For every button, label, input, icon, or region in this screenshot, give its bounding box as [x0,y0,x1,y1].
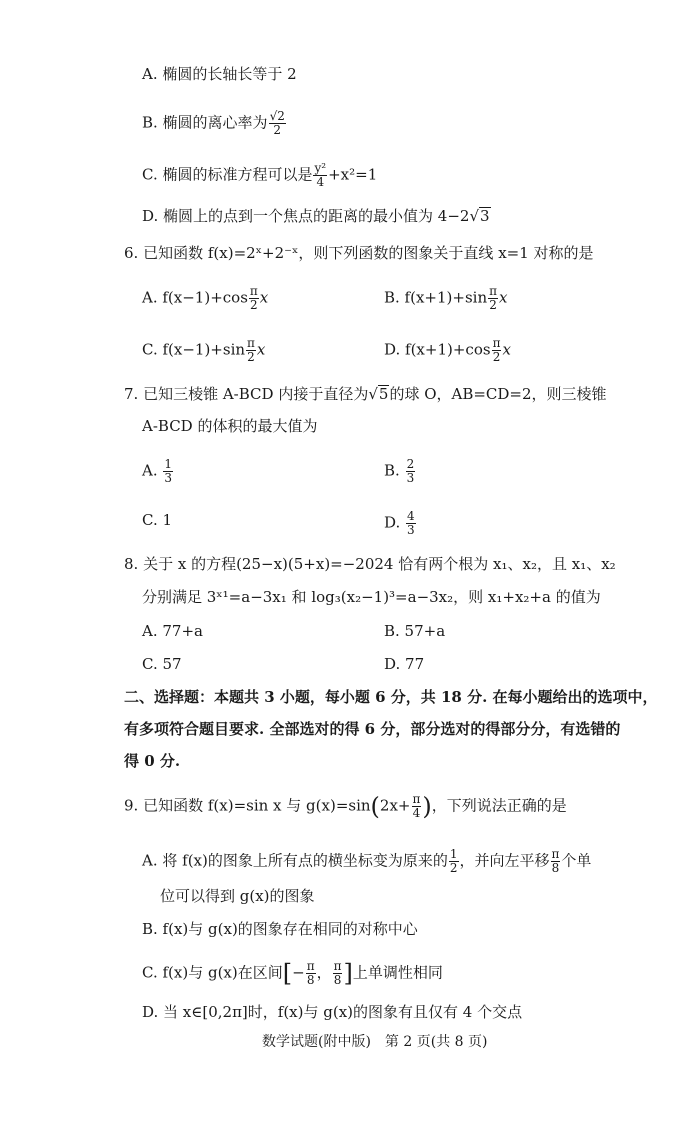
section-heading-line1: 二、选择题：本题共 3 小题，每小题 6 分，共 18 分. 在每小题给出的选项中， [124,688,658,706]
fraction: $\frac{\pi}{2}$ [489,284,498,312]
q9-option-a-line2: 位可以得到 g(x)的图象 [160,887,315,905]
q9-stem: 9. 已知函数 f(x)=sin x 与 g(x)=sin(2x+ $\frac{\pi}{4}$ )，下列说法正确的是 [124,792,567,821]
q8-option-d: D. 77 [384,655,425,673]
q6-option-c: C. f(x−1)+sin $\frac{\pi}{2}$ x [142,336,266,364]
fraction: $\frac{\pi}{2}$ [492,336,501,364]
q8-stem-line2: 分别满足 3ˣ¹=a−3x₁ 和 log₃(x₂−1)³=a−3x₂，则 x₁+x₂+a 的值为 [142,588,601,606]
q5-option-c: C. 椭圆的标准方程可以是 $\frac{\text{y²}}{4}$ +x²=1 [142,161,378,189]
q7-option-a: A. $\frac{1}{3}$ [142,457,173,485]
q9-option-d: D. 当 x∈[0,2π]时，f(x)与 g(x)的图象有且仅有 4 个交点 [142,1003,523,1021]
q9-option-c: C. f(x)与 g(x)在区间[− $\frac{\pi}{8}$ ， $\frac{\pi}{8}$ ]上单调性相同 [142,959,443,988]
q8-stem: 8. 关于 x 的方程(25−x)(5+x)=−2024 恰有两个根为 x₁、x₂，且 x₁、x₂ [124,555,616,573]
q5-option-d: D. 椭圆上的点到一个焦点的距离的最小值为 4−2√3 [142,207,490,225]
q7-option-c: C. 1 [142,511,173,529]
q5-option-b: B. 椭圆的离心率为 $\frac{√2}{2}$ [142,109,285,137]
fraction: $\frac{2}{3}$ [406,457,415,485]
section-heading-line2: 有多项符合题目要求. 全部选对的得 6 分，部分选对的得部分分，有选错的 [124,720,621,738]
q5-option-a-text: A. 椭圆的长轴长等于 2 [142,65,297,83]
q6-option-a: A. f(x−1)+cos $\frac{\pi}{2}$ x [142,284,269,312]
fraction: $\frac{\pi}{2}$ [247,336,255,364]
q5-option-a [142,64,297,84]
fraction: $\frac{4}{3}$ [407,509,415,537]
q9-option-a: A. 将 f(x)的图象上所有点的横坐标变为原来的 $\frac{1}{2}$ ，并向左平移 $\frac{\pi}{8}$ 个单 [142,847,592,875]
q9-option-b: B. f(x)与 g(x)的图象存在相同的对称中心 [142,920,418,938]
q7-stem-line2: A‑BCD 的体积的最大值为 [142,417,318,435]
q6-stem: 6. 已知函数 f(x)=2ˣ+2⁻ˣ，则下列函数的图象关于直线 x=1 对称的是 [124,244,594,262]
fraction: $\frac{\pi}{8}$ [551,847,560,875]
fraction: $\frac{\pi}{2}$ [249,284,258,312]
fraction: $\frac{\pi}{8}$ [333,959,342,987]
page-footer: 数学试题(附中版) 第 2 页(共 8 页) [262,1034,488,1050]
fraction: $\frac{\text{y²}}{4}$ [314,161,327,189]
fraction: $\frac{\pi}{4}$ [412,792,421,820]
fraction: $\frac{1}{2}$ [449,847,458,875]
q6-option-b: B. f(x+1)+sin $\frac{\pi}{2}$ x [384,284,508,312]
left-bracket: [ [282,959,293,988]
section-heading-line3: 得 0 分. [124,752,181,770]
q7-option-b: B. $\frac{2}{3}$ [384,457,415,485]
fraction: $\frac{√2}{2}$ [269,109,285,137]
left-paren: ( [370,792,380,821]
fraction: $\frac{1}{3}$ [164,457,173,485]
fraction: $\frac{\pi}{8}$ [306,959,315,987]
q7-stem: 7. 已知三棱锥 A‑BCD 内接于直径为√5的球 O，AB=CD=2，则三棱锥 [124,385,607,403]
q6-option-d: D. f(x+1)+cos $\frac{\pi}{2}$ x [384,336,511,364]
sqrt-symbol: √ [368,385,378,403]
q8-option-a: A. 77+a [142,622,203,640]
right-bracket: ] [343,959,353,988]
sqrt-symbol: √ [469,207,480,225]
right-paren: ) [422,792,432,821]
q8-option-b: B. 57+a [384,622,446,640]
q7-option-d: D. $\frac{4}{3}$ [384,509,415,537]
q8-option-c: C. 57 [142,655,182,673]
